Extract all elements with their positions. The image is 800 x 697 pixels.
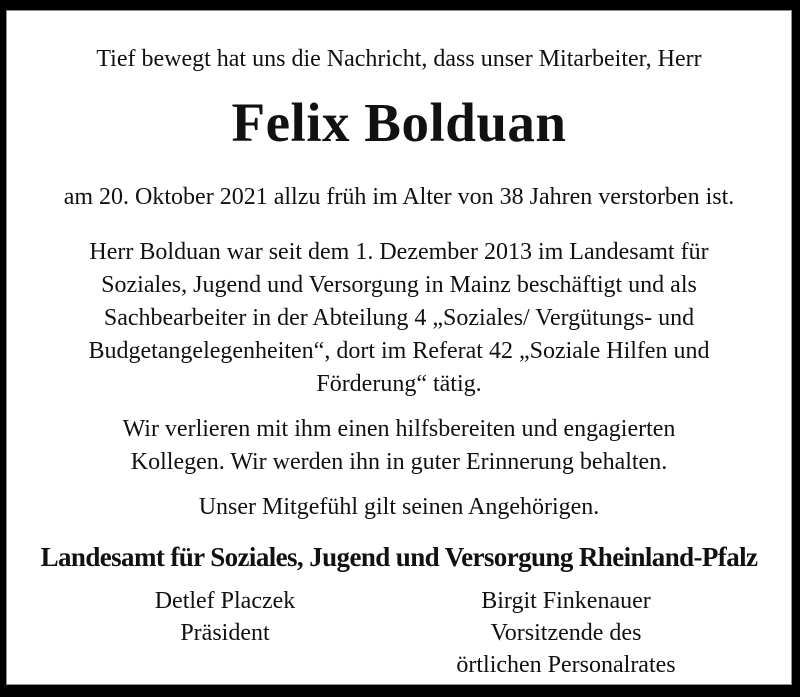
career-line: Sachbearbeiter in der Abteilung 4 „Soziales/ Vergütungs- und [103,305,695,332]
career-line: Budgetangelegenheiten“, dort im Referat 42 „Soziale Hilfen und [88,338,710,365]
death-date-line: am 20. Oktober 2021 allzu früh im Alter von 38 Jahren verstorben ist. [63,184,735,211]
deceased-name: Felix Bolduan [231,92,567,154]
signature-block [7,585,791,681]
career-line: Soziales, Jugend und Versorgung in Mainz beschäftigt und als [101,272,697,299]
signature-left [75,585,375,681]
career-paragraph [7,236,791,401]
signatory-title: Präsident [180,620,270,647]
tribute-line: Kollegen. Wir werden ihn in guter Erinnerung behalten. [130,449,668,476]
signatory-name: Detlef Placzek [154,588,296,615]
signature-right [406,585,726,681]
obituary-card [6,10,792,685]
tribute-paragraph [7,413,791,479]
signatory-title: Vorsitzende des [490,620,642,647]
career-line: Förderung“ tätig. [316,371,482,398]
tribute-line: Wir verlieren mit ihm einen hilfsbereiten und engagierten [122,416,676,443]
signatory-title: örtlichen Personalrates [456,652,676,679]
organization-name: Landesamt für Soziales, Jugend und Versorgung Rheinland-Pfalz [40,542,758,573]
condolence-line: Unser Mitgefühl gilt seinen Angehörigen. [198,494,600,521]
career-line: Herr Bolduan war seit dem 1. Dezember 2013 im Landesamt für [89,239,709,266]
intro-line: Tief bewegt hat uns die Nachricht, dass unser Mitarbeiter, Herr [96,46,702,72]
signatory-name: Birgit Finkenauer [481,588,651,615]
